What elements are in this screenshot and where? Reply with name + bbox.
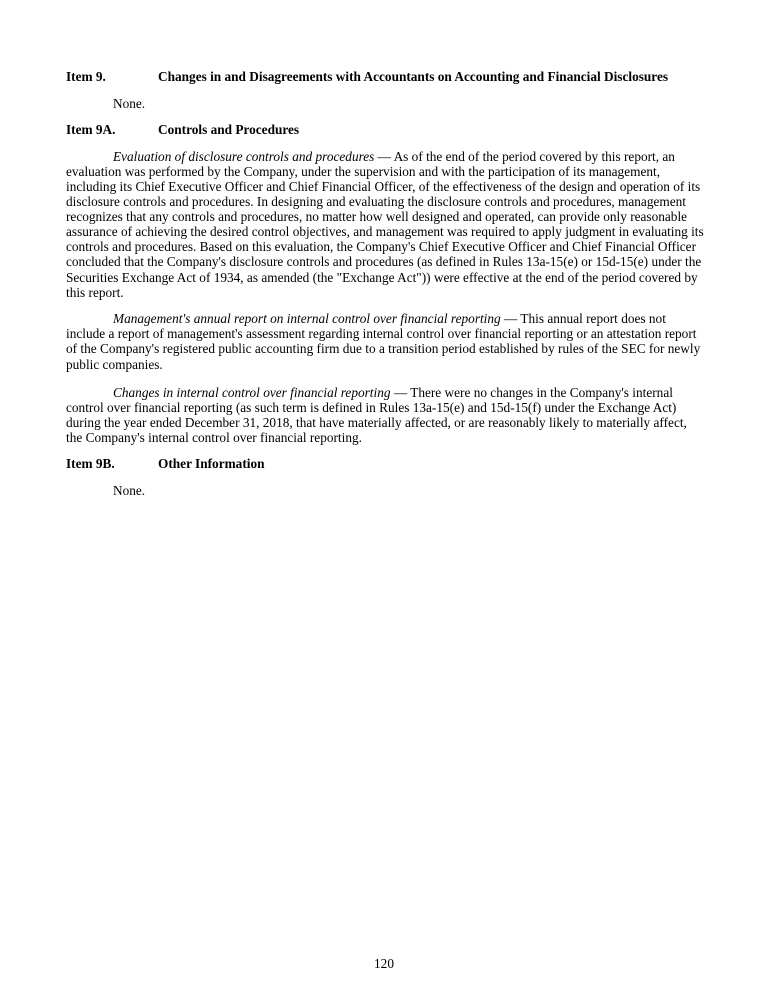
item-9-label: Item 9. xyxy=(66,69,106,84)
paragraph-lead-italic: Changes in internal control over financial reporting xyxy=(113,384,391,400)
paragraph-evaluation-of-disclosure-controls xyxy=(66,149,706,300)
item-9-heading xyxy=(66,69,706,84)
paragraph-body-text: — There were no changes in the Company's internal control over financial reporting (as such term is defined in Rules 13a-15(e) and 15d-15(f) under the Exchange Act) during the year ended December 31, 2018, that have materially affected, or are reasonably likely to materially affect, the Company's internal control over financial reporting. xyxy=(66,384,687,445)
item-9b-heading xyxy=(66,456,706,471)
item-9a-heading xyxy=(66,122,706,137)
page-number: 120 xyxy=(374,956,394,971)
item-9-body: None. xyxy=(113,95,146,111)
paragraph-changes-in-internal-control xyxy=(66,385,706,445)
paragraph-body-text: — As of the end of the period covered by this report, an evaluation was performed by the Company, under the supervision and with the participation of its management, including its Chief Executive Officer and Chief Financial Officer, of the effectiveness of the design and operation of its disclosure controls and procedures. In designing and evaluating the disclosure controls and procedures, management recognizes that any controls and procedures, no matter how well designed and operated, can provide only reasonable assurance of achieving the desired control objectives, and management was required to apply judgment in evaluating its controls and procedures. Based on this evaluation, the Company's Chief Executive Officer and Chief Financial Officer concluded that the Company's disclosure controls and procedures (as defined in Rules 13a-15(e) or 15d-15(e) under the Securities Exchange Act of 1934, as amended (the "Exchange Act")) were effective at the end of the period covered by this report. xyxy=(66,148,704,300)
page-content xyxy=(66,69,706,510)
item-9b-title: Other Information xyxy=(158,456,265,472)
item-9a-label: Item 9A. xyxy=(66,122,116,138)
item-9a-title: Controls and Procedures xyxy=(158,122,300,138)
paragraph-lead-italic: Evaluation of disclosure controls and procedures xyxy=(113,148,375,164)
paragraph-managements-annual-report xyxy=(66,311,706,371)
item-9b-label: Item 9B. xyxy=(66,456,115,472)
item-9-title: Changes in and Disagreements with Accountants on Accounting and Financial Disclosures xyxy=(158,69,669,84)
paragraph-body-text: — This annual report does not include a report of management's assessment regarding internal control over financial reporting or an attestation report of the Company's registered public accounting firm due to a transition period established by rules of the SEC for newly public companies. xyxy=(66,311,701,372)
item-9b-body: None. xyxy=(113,483,146,499)
paragraph-lead-italic: Management's annual report on internal control over financial reporting xyxy=(113,311,501,327)
